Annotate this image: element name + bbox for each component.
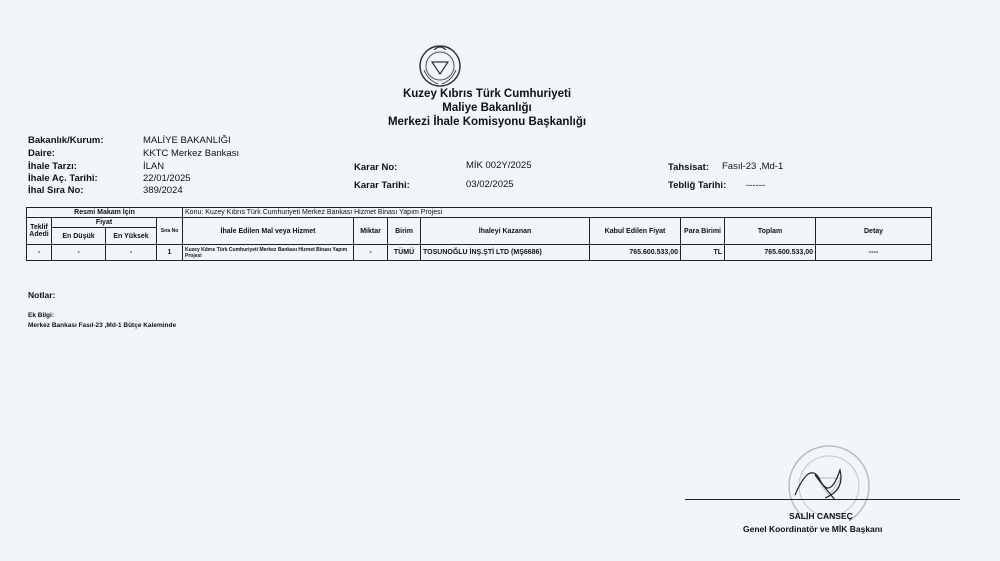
signature-name: SALİH CANSEÇ	[789, 511, 853, 521]
row-detay: ----	[816, 245, 932, 261]
para-birimi-header: Para Birimi	[681, 218, 725, 245]
konu-label: Konu:	[185, 209, 204, 216]
row-en-dusuk: -	[52, 245, 106, 261]
table-row	[27, 245, 932, 261]
row-miktar: -	[354, 245, 388, 261]
ihale-tarzi-label: İhale Tarzı:	[28, 161, 77, 172]
resmi-makam-header: Resmi Makam İçin	[27, 208, 183, 218]
tahsisat-value: Fasıl-23 ,Md-1	[722, 161, 784, 172]
konu-value: Kuzey Kıbrıs Türk Cumhuriyeti Merkez Bankası Hizmet Binası Yapım Projesi	[205, 209, 443, 216]
header-title: Kuzey Kıbrıs Türk Cumhuriyeti	[402, 88, 572, 100]
row-mal: Kuzey Kıbrıs Türk Cumhuriyeti Merkez Bankası Hizmet Binası Yapım Projesi	[183, 245, 354, 261]
header-commission: Merkezi İhale Komisyonu Başkanlığı	[387, 116, 587, 128]
toplam-header: Toplam	[725, 218, 816, 245]
bakanlik-value: MALİYE BAKANLIĞI	[143, 135, 231, 146]
ihale-ac-label: İhale Aç. Tarihi:	[28, 173, 98, 184]
row-sira: 1	[157, 245, 183, 261]
en-yuksek-header: En Yüksek	[106, 228, 157, 245]
row-kabul: 765.600.533,00	[590, 245, 681, 261]
tahsisat-label: Tahsisat:	[668, 162, 710, 173]
karar-no-label: Karar No:	[354, 162, 398, 173]
daire-value: KKTC Merkez Bankası	[143, 148, 240, 159]
ihale-tarzi-value: İLAN	[143, 161, 165, 172]
signature-icon	[790, 450, 860, 505]
teblig-label: Tebliğ Tarihi:	[668, 180, 727, 191]
karar-tarihi-value: 03/02/2025	[466, 179, 514, 190]
notlar-label: Notlar:	[28, 290, 56, 300]
row-para: TL	[681, 245, 725, 261]
row-en-yuksek: -	[106, 245, 157, 261]
row-kazanan: TOSUNOĞLU İNŞ.ŞTİ LTD (MŞ6686)	[421, 245, 590, 261]
header-ministry: Maliye Bakanlığı	[442, 102, 532, 114]
teblig-value: ------	[746, 180, 765, 191]
teklif-adedi-header: Teklif Adedi	[27, 218, 52, 245]
ihale-sira-label: İhal Sıra No:	[28, 185, 84, 196]
signature-line	[685, 499, 960, 500]
signature-title: Genel Koordinatör ve MİK Başkanı	[743, 524, 883, 534]
ihale-ac-value: 22/01/2025	[143, 173, 191, 184]
ihale-sira-value: 389/2024	[143, 185, 183, 196]
bakanlik-label: Bakanlık/Kurum:	[28, 135, 104, 146]
karar-no-value: MİK 002Y/2025	[466, 160, 532, 171]
kabul-fiyat-header: Kabul Edilen Fiyat	[590, 218, 681, 245]
miktar-header: Miktar	[354, 218, 388, 245]
emblem-icon	[412, 40, 468, 90]
ek-bilgi-text: Merkez Bankası Fasıl-23 ,Md-1 Bütçe Kaleminde	[28, 322, 177, 329]
karar-tarihi-label: Karar Tarihi:	[354, 180, 410, 191]
ihale-table	[26, 207, 932, 261]
kazanan-header: İhaleyi Kazanan	[421, 218, 590, 245]
daire-label: Daire:	[28, 148, 55, 159]
konu-cell	[183, 208, 932, 218]
row-birim: TÜMÜ	[388, 245, 421, 261]
sira-no-header: Sıra No	[157, 218, 183, 245]
mal-hizmet-header: İhale Edilen Mal veya Hizmet	[183, 218, 354, 245]
ek-bilgi-label: Ek Bilgi:	[28, 312, 55, 319]
row-teklif: -	[27, 245, 52, 261]
detay-header: Detay	[816, 218, 932, 245]
row-toplam: 765.600.533,00	[725, 245, 816, 261]
en-dusuk-header: En Düşük	[52, 228, 106, 245]
fiyat-header: Fiyat	[52, 218, 157, 228]
birim-header: Birim	[388, 218, 421, 245]
